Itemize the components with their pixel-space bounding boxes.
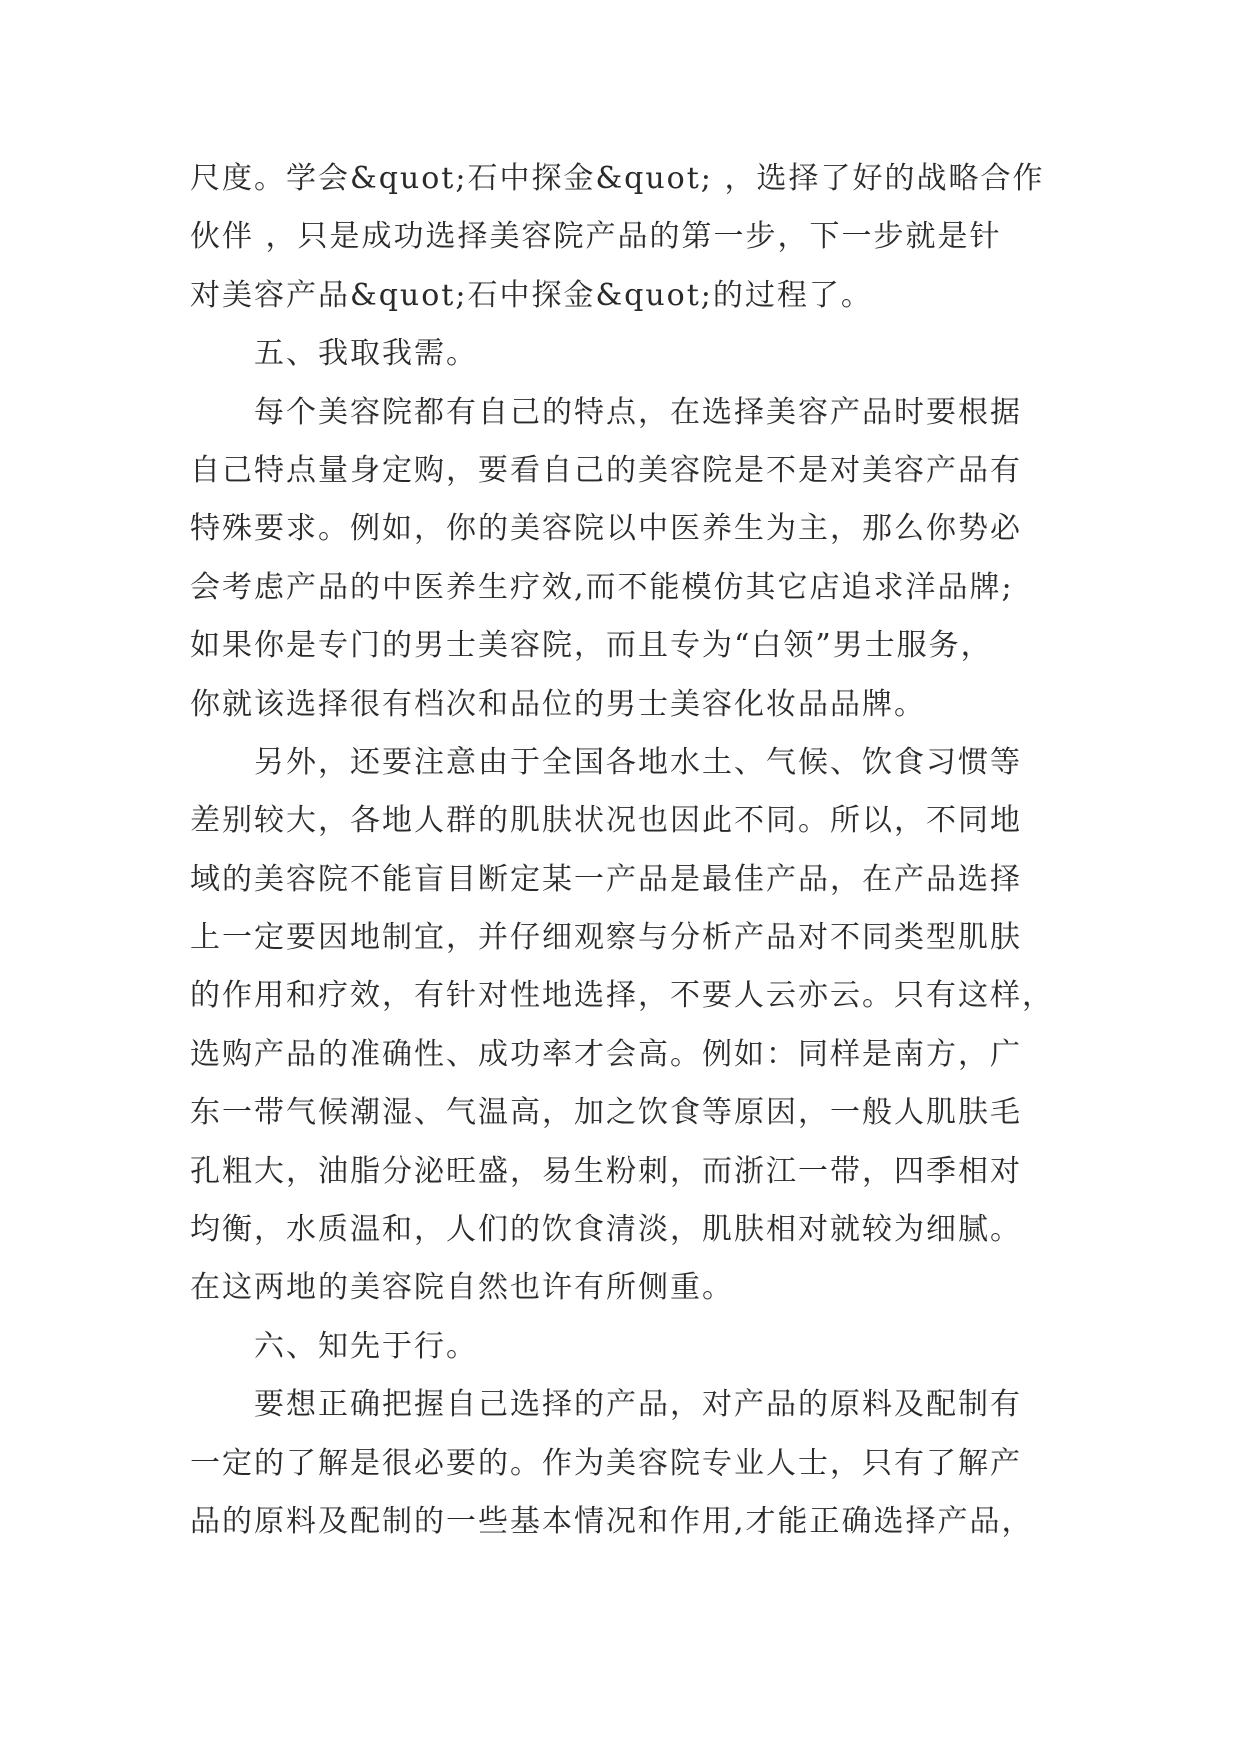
text-line: 域的美容院不能盲目断定某一产品是最佳产品，在产品选择 bbox=[190, 861, 1022, 897]
text-line: 品的原料及配制的一些基本情况和作用,才能正确选择产品， bbox=[190, 1503, 1034, 1539]
text-line: 六、知先于行。 bbox=[254, 1328, 478, 1364]
text-line: 你就该选择很有档次和品位的男士美容化妆品品牌。 bbox=[190, 686, 926, 722]
text-line: 的作用和疗效，有针对性地选择，不要人云亦云。只有这样， bbox=[190, 978, 1054, 1014]
text-line: 东一带气候潮湿、气温高，加之饮食等原因，一般人肌肤毛 bbox=[190, 1095, 1022, 1131]
text-line: 五、我取我需。 bbox=[254, 336, 478, 372]
text-line: 特殊要求。例如，你的美容院以中医养生为主，那么你势必 bbox=[190, 511, 1022, 547]
text-line: 每个美容院都有自己的特点，在选择美容产品时要根据 bbox=[254, 394, 1022, 430]
text-line: 差别较大，各地人群的肌肤状况也因此不同。所以，不同地 bbox=[190, 803, 1022, 839]
text-line: 尺度。学会&quot;石中探金&quot; ，选择了好的战略合作 bbox=[190, 161, 1045, 196]
text-line: 会考虑产品的中医养生疗效,而不能模仿其它店追求洋品牌; bbox=[190, 569, 1014, 605]
text-line: 要想正确把握自己选择的产品，对产品的原料及配制有 bbox=[254, 1387, 1022, 1423]
text-line: 一定的了解是很必要的。作为美容院专业人士，只有了解产 bbox=[190, 1445, 1022, 1481]
text-line: 伙伴 ，只是成功选择美容院产品的第一步，下一步就是针 bbox=[190, 219, 1002, 255]
document-body bbox=[190, 150, 1070, 1551]
text-line: 对美容产品&quot;石中探金&quot;的过程了。 bbox=[190, 277, 873, 313]
text-line: 选购产品的准确性、成功率才会高。例如：同样是南方，广 bbox=[190, 1036, 1022, 1072]
text-line: 均衡，水质温和，人们的饮食清淡，肌肤相对就较为细腻。 bbox=[190, 1212, 1022, 1248]
text-line: 另外，还要注意由于全国各地水土、气候、饮食习惯等 bbox=[254, 744, 1022, 780]
text-line: 在这两地的美容院自然也许有所侧重。 bbox=[190, 1270, 734, 1306]
text-line: 自己特点量身定购，要看自己的美容院是不是对美容产品有 bbox=[190, 452, 1022, 488]
text-line: 孔粗大，油脂分泌旺盛，易生粉刺，而浙江一带，四季相对 bbox=[190, 1153, 1022, 1189]
text-line: 上一定要因地制宜，并仔细观察与分析产品对不同类型肌肤 bbox=[190, 920, 1022, 956]
text-line: 如果你是专门的男士美容院，而且专为“白领”男士服务， bbox=[190, 628, 993, 664]
